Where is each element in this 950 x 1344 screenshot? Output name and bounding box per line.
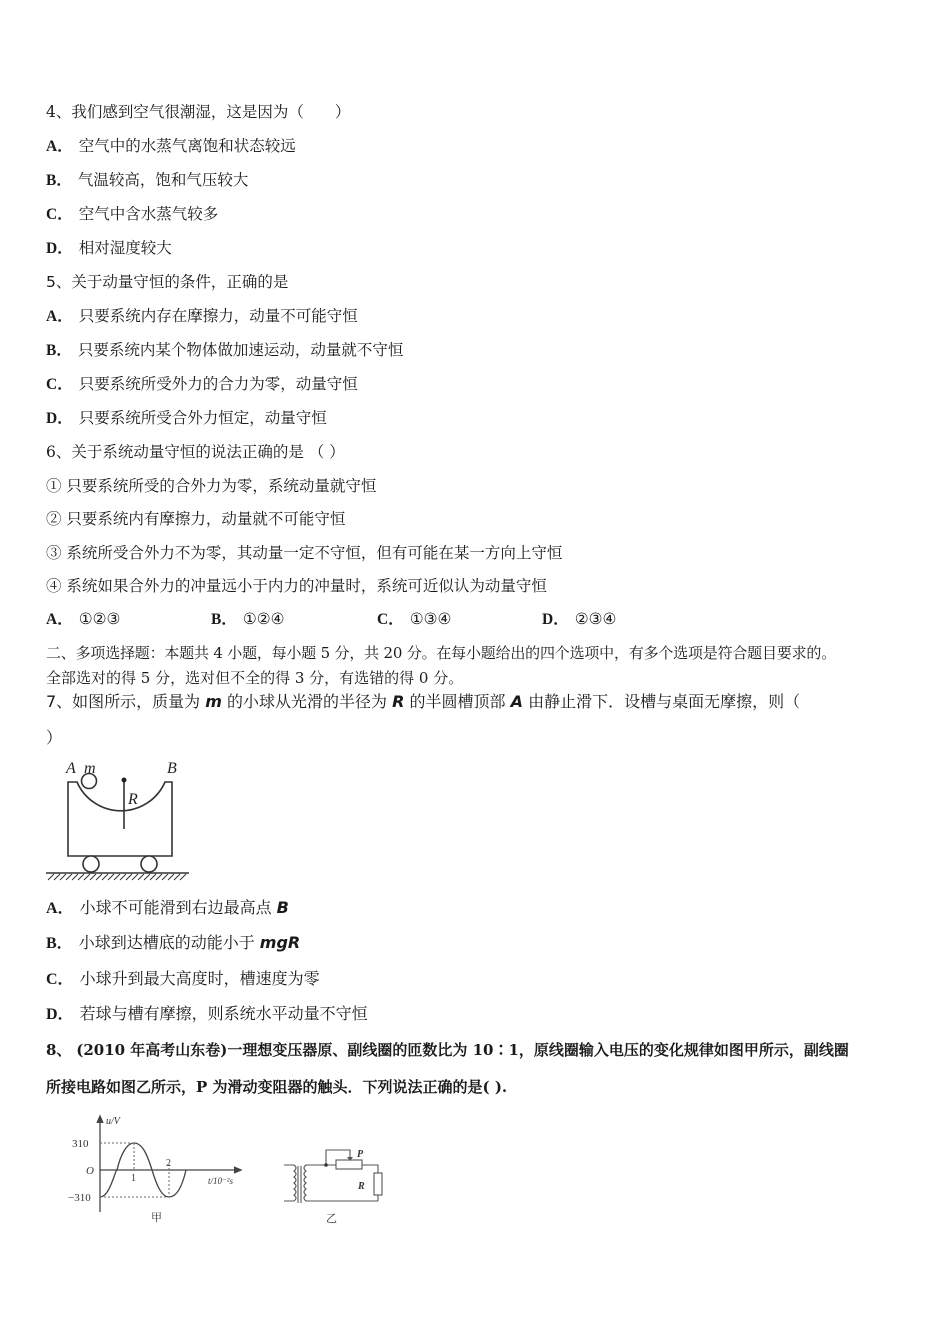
q4-option-a <box>46 136 296 157</box>
q8-number: 8、 <box>46 1041 72 1059</box>
q4-stem-text: 4、我们感到空气很潮湿，这是因为（ ） <box>46 103 351 121</box>
option-text: 相对湿度较大 <box>78 239 172 257</box>
origin-label: O <box>86 1165 94 1177</box>
variable-R: R <box>392 692 405 711</box>
statement-text: ④ 系统如果合外力的冲量远小于内力的冲量时，系统可近似认为动量守恒 <box>46 577 547 595</box>
option-text: 小球不可能滑到右边最高点 <box>79 898 277 917</box>
option-variable: mgR <box>259 933 301 952</box>
stem-text: 7、如图所示，质量为 <box>46 692 206 711</box>
q5-option-c <box>46 374 358 395</box>
option-label: C． <box>46 376 73 393</box>
stem-text: 的半圆槽顶部 <box>404 692 511 711</box>
option-label: B． <box>46 935 73 952</box>
q6-statement-4 <box>46 576 547 596</box>
option-text: 气温较高，饱和气压较大 <box>77 171 249 189</box>
q8-transformer-circuit <box>280 1145 395 1230</box>
q8-voltage-graph <box>60 1112 265 1227</box>
variable-m: m <box>205 692 222 711</box>
q8-stem-line1 <box>46 1040 849 1060</box>
q6-statement-3 <box>46 543 562 563</box>
section-text: 二、多项选择题：本题共 4 小题，每小题 5 分，共 20 分。在每小题给出的四个选项中，有多个选项是符合题目要求的。 <box>46 644 836 662</box>
option-label: A． <box>46 138 73 155</box>
option-text: ①②③ <box>78 610 121 628</box>
option-text: 小球到达槽底的动能小于 <box>78 933 260 952</box>
option-label: D． <box>46 240 73 257</box>
label-P: P <box>357 1149 364 1160</box>
stem-text: ） <box>46 728 63 747</box>
q4-option-b <box>46 170 248 191</box>
q4-option-c <box>46 204 218 225</box>
q7-trough-figure <box>44 756 194 886</box>
option-label: B． <box>46 172 72 189</box>
option-text: 小球升到最大高度时，槽速度为零 <box>79 969 320 988</box>
option-text: ①②④ <box>242 610 285 628</box>
stem-text: 一理想变压器原、副线圈的匝数比为 10∶1，原线圈输入电压的变化规律如图甲所示，副线圈 <box>227 1041 849 1059</box>
q5-option-a <box>46 306 358 327</box>
option-text: 空气中的水蒸气离饱和状态较远 <box>78 137 296 155</box>
q6-statement-2 <box>46 509 345 529</box>
q7-option-b <box>46 933 300 954</box>
x-axis-label: t/10⁻²s <box>208 1176 233 1186</box>
option-label: D． <box>46 1006 74 1023</box>
option-variable: B <box>276 898 289 917</box>
q5-stem-text: 5、关于动量守恒的条件，正确的是 <box>46 273 289 291</box>
q6-stem <box>46 442 345 462</box>
option-label: B． <box>46 342 72 359</box>
option-text: 若球与槽有摩擦，则系统水平动量不守恒 <box>79 1004 368 1023</box>
q5-option-b <box>46 340 403 361</box>
section2-instructions-line1 <box>46 643 836 663</box>
label-A: A <box>66 760 76 777</box>
q6-option-c <box>377 609 451 630</box>
q5-option-d <box>46 408 327 429</box>
option-label: A． <box>46 900 74 917</box>
label-R: R <box>358 1181 365 1192</box>
q7-option-c <box>46 969 320 990</box>
section2-instructions-line2 <box>46 668 463 688</box>
y-axis-label: u/V <box>106 1116 120 1127</box>
option-text: ②③④ <box>574 610 617 628</box>
option-text: 只要系统所受外力的合力为零，动量守恒 <box>78 375 358 393</box>
option-text: 只要系统内某个物体做加速运动，动量就不守恒 <box>77 341 404 359</box>
q7-option-a <box>46 898 289 919</box>
statement-text: ③ 系统所受合外力不为零，其动量一定不守恒，但有可能在某一方向上守恒 <box>46 544 563 562</box>
x-tick-2: 2 <box>166 1158 171 1169</box>
option-label: D． <box>542 611 569 628</box>
figure-caption-jia: 甲 <box>151 1212 162 1224</box>
section-text: 全部选对的得 5 分，选对但不全的得 3 分，有选错的得 0 分。 <box>46 669 464 687</box>
statement-text: ① 只要系统所受的合外力为零，系统动量就守恒 <box>46 477 377 495</box>
q7-option-d <box>46 1004 368 1025</box>
label-m: m <box>84 760 96 777</box>
stem-text: 由静止滑下．设槽与桌面无摩擦，则（ <box>523 692 801 711</box>
option-label: C． <box>377 611 404 628</box>
q5-stem <box>46 272 288 292</box>
q8-stem-line2 <box>46 1077 507 1097</box>
option-text: ①③④ <box>409 610 452 628</box>
q7-stem <box>46 692 800 712</box>
option-text: 只要系统所受合外力恒定，动量守恒 <box>78 409 327 427</box>
y-tick-max: 310 <box>72 1138 89 1150</box>
q4-option-d <box>46 238 172 259</box>
q6-statement-1 <box>46 476 376 496</box>
option-label: C． <box>46 971 74 988</box>
x-tick-1: 1 <box>131 1173 136 1184</box>
option-label: A． <box>46 611 73 628</box>
q6-stem-text: 6、关于系统动量守恒的说法正确的是 （ ） <box>46 443 345 461</box>
q7-stem-end <box>46 728 62 748</box>
option-text: 只要系统内存在摩擦力，动量不可能守恒 <box>78 307 358 325</box>
option-label: C． <box>46 206 73 223</box>
q8-source: (2010 年高考山东卷) <box>76 1041 228 1059</box>
label-R: R <box>128 791 138 808</box>
option-label: A． <box>46 308 73 325</box>
variable-A: A <box>510 692 524 711</box>
y-tick-min: −310 <box>68 1192 91 1204</box>
q4-stem <box>46 102 350 122</box>
figure-caption-yi: 乙 <box>326 1213 337 1225</box>
q6-option-a <box>46 609 120 630</box>
statement-text: ② 只要系统内有摩擦力，动量就不可能守恒 <box>46 510 346 528</box>
q6-options-row <box>46 609 906 629</box>
option-label: B． <box>211 611 237 628</box>
option-label: D． <box>46 410 73 427</box>
q6-option-d <box>542 609 616 630</box>
label-B: B <box>167 760 177 777</box>
q6-option-b <box>211 609 285 630</box>
stem-text: 的小球从光滑的半径为 <box>221 692 393 711</box>
option-text: 空气中含水蒸气较多 <box>78 205 219 223</box>
stem-text: 所接电路如图乙所示，P 为滑动变阻器的触头．下列说法正确的是( ). <box>46 1078 508 1096</box>
